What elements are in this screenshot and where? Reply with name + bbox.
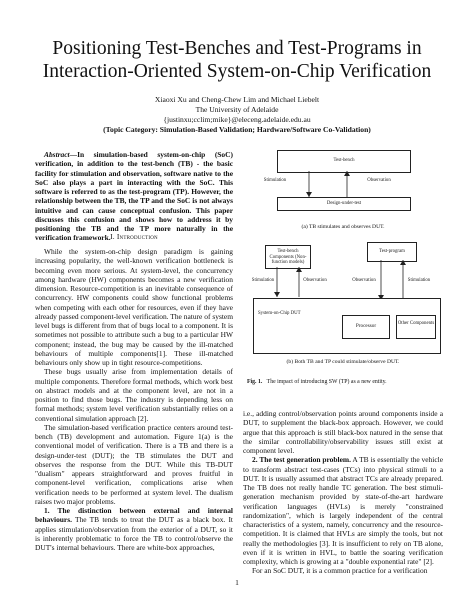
intro-paragraph-4 (35, 506, 233, 552)
fig-a-testbench-label: Test-bench (333, 158, 355, 163)
figure-1-caption-text: The impact of introducing SW (TP) as a new entity. (266, 379, 387, 385)
fig-b-caption: (b) Both TB and TP could stimulate/observe DUT. (286, 359, 400, 365)
author-list: Xiaoxi Xu and Cheng-Chew Lim and Michael Liebelt (154, 95, 320, 104)
fig-b-processor-label: Processor (355, 323, 377, 329)
fig-b-soc-box (253, 298, 441, 354)
problem-1-text: The TB tends to treat the DUT as a black box. It applies stimulation/observation from the exterior of a DUT, so it is inherently problematic to force the TB to control/observe the DUT's internal behaviours. There are white-box approaches, (35, 515, 233, 552)
fig-a-arrows (277, 171, 409, 197)
abstract-text: —In simulation-based system-on-chip (SoC) verification, in addition to the test-bench (TB) - the basic facility for stimulation and observation, software native to the SoC also plays a part in interacting with the SoC. This software is referred to as the test-program (TP). However, the relationship between the TB, the TP and the SoC is not always intuitive and can cause conceptual confusion. This paper discusses this confusion and shows how to address it by positioning the TB and the TP more naturally in the verification framework. (35, 150, 233, 243)
problem-2-text: A TB is essentially the vehicle to transform abstract test-cases (TCs) into physical stimuli to a DUT. It is usually assumed that abstract TCs are already prepared. The TB does not really handle TC generation. The best stimuli-generation mechanism provided by state-of-the-art hardware verification languages (HVLs) is merely "constrained randomization", which is largely independent of the central characteristics of a system, namely, concurrency and the resource-competition. It is claimed that HVLs are simply the tools, but not really the methodologies [3]. It is insufficient to rely on TB alone, even if it is written in HVL, to battle the soaring verification complexity, which is growing at a "double exponential rate" [2]. (243, 455, 443, 566)
fig-b-observation2-label: Observation (352, 278, 376, 283)
fig-a-dut-box (277, 197, 411, 211)
figure-1-caption (247, 379, 443, 386)
fig-b-testprogram-label: Test-program (379, 249, 405, 254)
right-column-body (243, 409, 443, 576)
fig-a-caption: (a) TB stimulates and observes DUT. (301, 224, 385, 230)
intro-paragraph-2: These bugs usually arise from implementation details of multiple components. Therefore formal methods, which work best on abstract models and at the component level, are not in a position to find those bugs. The industry is depending less on formal methods; system level verification substantially relies on a conventional simulation approach [2]. (35, 367, 233, 423)
topic-category: (Topic Category: Simulation-Based Validation; Hardware/Software Co-Validation) (103, 125, 371, 134)
right-paragraph-2 (243, 455, 443, 566)
fig-b-other-label: Other Components (397, 321, 435, 326)
fig-a-dut-label: Design-under-test (326, 201, 362, 206)
fig-a-observation-label: Observation (367, 178, 391, 183)
right-paragraph-1: i.e., adding control/observation points around components inside a DUT, to supplement the black-box approach. However, we could argue that this approach is still black-box natured in the sense that the similar controllability/observability issues still exist at component level. (243, 409, 443, 455)
introduction-body (35, 247, 233, 552)
section-heading-introduction: I. Introduction (110, 232, 158, 241)
figure-1-label: Fig. 1. (247, 379, 263, 385)
right-paragraph-3: For an SoC DUT, it is a common practice for a verification (252, 566, 428, 576)
paper-title-line1: Positioning Test-Benches and Test-Programs in (52, 38, 422, 59)
author-emails: {justinxu;cclim;mike}@eleceng.adelaide.edu.au (163, 115, 311, 124)
fig-b-processor-box (342, 315, 390, 339)
fig-b-stimulation2-label: Stimulation (407, 278, 431, 283)
page-number: 1 (235, 578, 239, 587)
fig-b-other-box (396, 315, 436, 339)
figure-1 (243, 150, 443, 418)
intro-paragraph-3: The simulation-based verification practice centers around test-bench (TB) development and automation. Figure 1(a) is the conventional model of verification. There is a TB and there is a design-under-test (DUT); the TB stimulates the DUT and observes the response from the DUT. While this TB-DUT "dualism" appears straightforward and proves fruitful in component-level verification, complications arise when verification needs to be performed at system level. The dualism raises two major problems. (35, 422, 233, 506)
fig-b-stimulation-label: Stimulation (251, 278, 275, 283)
abstract (35, 150, 233, 243)
paper-title-line2: Interaction-Oriented System-on-Chip Verification (42, 61, 432, 82)
intro-paragraph-1: While the system-on-chip design paradigm is gaining increasing popularity, the well-known verification bottleneck is becoming even more serious. At system-level, the concurrency among hardware (HW) components becomes a new verification dimension. Resource-competition is an inevitable consequence of concurrency. HW components could show functional problems when competing with each other for resources, even if they have already passed component-level verification. The nature of system level bugs is different from that of bugs local to a component. It is sometimes not possible to attribute such a bug to a particular HW component; instead, the bug may be caused by the ill-matched behaviours of multiple components[1]. These ill-matched behaviours only show up in tight resource-competitions. (35, 247, 233, 367)
fig-b-soc-label: System-on-Chip DUT (258, 311, 301, 316)
fig-b-observation-label: Observation (303, 278, 327, 283)
affiliation: The University of Adelaide (195, 105, 279, 114)
fig-a-testbench-box (277, 150, 411, 173)
problem-1-heading: 1. The distinction between external and internal behaviours. (35, 506, 233, 525)
problem-2-heading: 2. The test generation problem. (252, 455, 351, 465)
abstract-label: Abstract (44, 150, 70, 159)
fig-a-stimulation-label: Stimulation (263, 178, 287, 183)
fig-b-testbench-label: Test-bench Components (Non-function models) (269, 249, 307, 266)
